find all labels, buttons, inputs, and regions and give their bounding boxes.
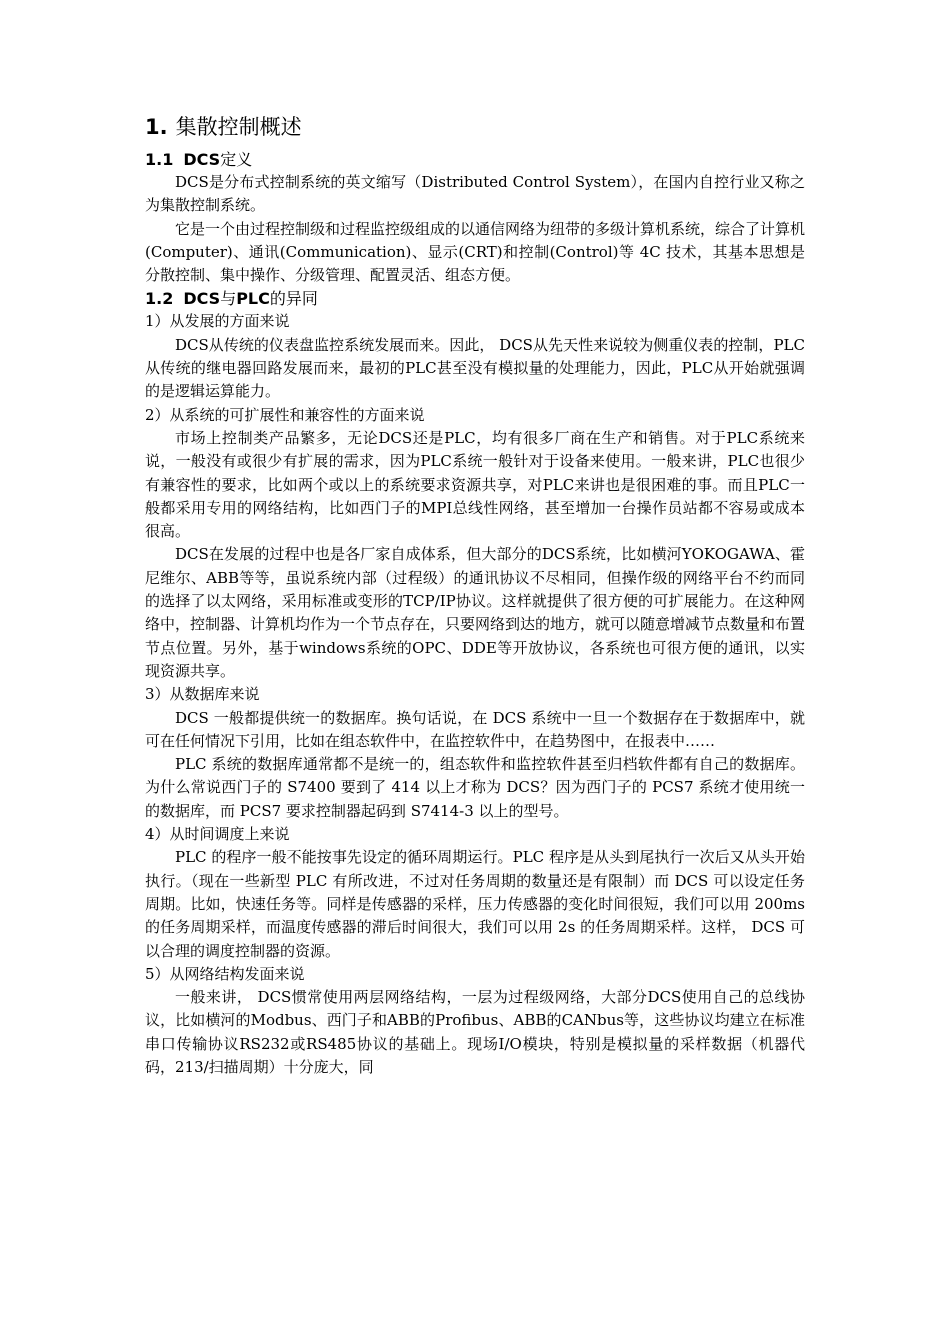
paragraph: DCS从传统的仪表盘监控系统发展而来。因此， DCS从先天性来说较为侧重仪表的控制，PLC从传统的继电器回路发展而来，最初的PLC甚至没有模拟量的处理能力，因此，PLC从开始就强调的是逻辑运算能力。: [145, 335, 805, 401]
section-1-2-number: 1.2: [145, 289, 174, 309]
document-body: [145, 112, 805, 1079]
section-1-1-number: 1.1: [145, 150, 174, 169]
section-1-2-title-rest: 的异同: [269, 289, 318, 309]
section-1-2-title-mid: 与: [220, 289, 237, 309]
section-1-heading: [145, 112, 805, 142]
subheading: 5）从网络结构发面来说: [145, 964, 305, 983]
section-1-1-title-bold: DCS: [183, 150, 221, 169]
section-1-2-title-bold-1: DCS: [183, 289, 221, 309]
paragraph: DCS是分布式控制系统的英文缩写（Distributed Control System），在国内自控行业又称之为集散控制系统。: [145, 173, 805, 215]
section-1-1-title-rest: 定义: [220, 150, 253, 169]
section-1-number: 1.: [145, 115, 168, 139]
paragraph: PLC 的程序一般不能按事先设定的循环周期运行。PLC 程序是从头到尾执行一次后又从头开始执行。（现在一些新型 PLC 有所改进，不过对任务周期的数量还是有限制）而 DCS 可以设定任务周期。比如，快速任务等。同样是传感器的采样，压力传感器的变化时间很短，我们可以用 200ms 的任务周期采样，而温度传感器的滞后时间很大，我们可以用 2s 的任务周期采样。这样， DCS 可以合理的调度控制器的资源。: [145, 848, 805, 960]
subheading: 4）从时间调度上来说: [145, 825, 290, 844]
subheading: 2）从系统的可扩展性和兼容性的方面来说: [145, 405, 425, 424]
paragraph: 市场上控制类产品繁多，无论DCS还是PLC，均有很多厂商在生产和销售。对于PLC系统来说，一般没有或很少有扩展的需求，因为PLC系统一般针对于设备来使用。一般来讲，PLC也很少有兼容性的要求，比如两个或以上的系统要求资源共享，对PLC来讲也是很困难的事。而且PLC一般都采用专用的网络结构，比如西门子的MPI总线性网络，甚至增加一台操作员站都不容易或成本很高。: [145, 428, 805, 541]
section-1-2-title-bold-2: PLC: [236, 289, 270, 309]
section-1-title: 集散控制概述: [175, 115, 302, 139]
paragraph: 一般来讲， DCS惯常使用两层网络结构，一层为过程级网络，大部分DCS使用自己的总线协议，比如横河的Modbus、西门子和ABB的Profibus、ABB的CANbus等，这些协议均建立在标准串口传输协议RS232或RS485协议的基础上。现场I/O模块，特别是模拟量的采样数据（机器代码，213/扫描周期）十分庞大，同: [145, 988, 805, 1076]
subheading: 1）从发展的方面来说: [145, 312, 290, 331]
paragraph: DCS在发展的过程中也是各厂家自成体系，但大部分的DCS系统，比如横河YOKOGAWA、霍尼维尔、ABB等等，虽说系统内部（过程级）的通讯协议不尽相同，但操作级的网络平台不约而同的选择了以太网络，采用标准或变形的TCP/IP协议。这样就提供了很方便的可扩展能力。在这种网络中，控制器、计算机均作为一个节点存在，只要网络到达的地方，就可以随意增减节点数量和布置节点位置。另外，基于windows系统的OPC、DDE等开放协议，各系统也可很方便的通讯，以实现资源共享。: [145, 545, 806, 680]
subheading: 3）从数据库来说: [145, 685, 260, 704]
paragraph: PLC 系统的数据库通常都不是统一的，组态软件和监控软件甚至归档软件都有自己的数据库。为什么常说西门子的 S7400 要到了 414 以上才称为 DCS？因为西门子的 PCS7 系统才使用统一的数据库，而 PCS7 要求控制器起码到 S7414-3 以上的型号。: [145, 755, 805, 820]
paragraph: DCS 一般都提供统一的数据库。换句话说，在 DCS 系统中一旦一个数据存在于数据库中，就可在任何情况下引用，比如在组态软件中，在监控软件中，在趋势图中，在报表中……: [145, 708, 805, 750]
paragraph: 它是一个由过程控制级和过程监控级组成的以通信网络为纽带的多级计算机系统，综合了计算机(Computer)、通讯(Communication)、显示(CRT)和控制(Control)等 4C 技术，其基本思想是分散控制、集中操作、分级管理、配置灵活、组态方便。: [145, 219, 806, 285]
section-1-1-heading: [145, 148, 805, 171]
section-1-2-heading: [145, 287, 805, 310]
